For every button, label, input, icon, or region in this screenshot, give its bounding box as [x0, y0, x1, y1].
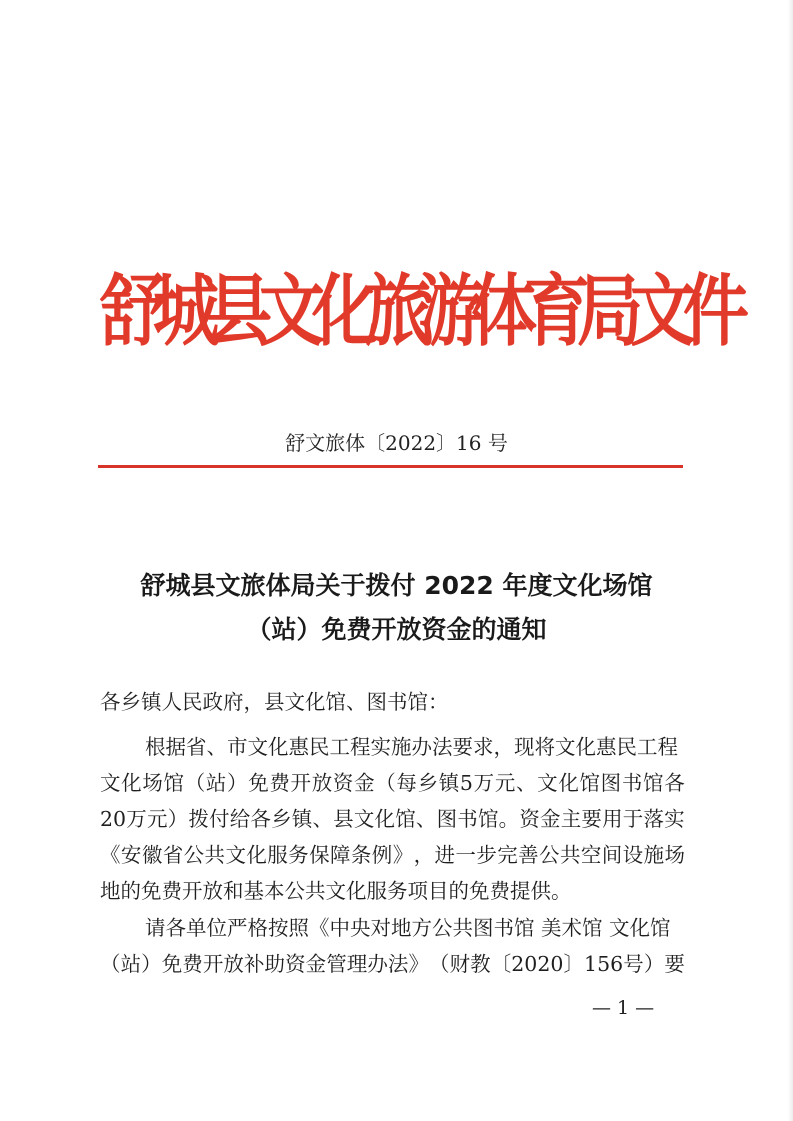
masthead-character: 旅: [365, 265, 431, 357]
paragraph-1-line-1: 根据省、市文化惠民工程实施办法要求，现将文化惠民工程: [145, 735, 678, 759]
masthead-character: 文: [259, 265, 325, 357]
notice-title-line-1: 舒城县文旅体局关于拨付 2022 年度文化场馆: [140, 571, 653, 600]
masthead-character: 城: [153, 265, 219, 357]
masthead-character: 化: [312, 265, 378, 357]
masthead-character: 县: [206, 265, 272, 357]
paragraph-2-line-2: （ 站 ） 免 费 开 放 补 助 资 金 管 理 办 法 》 （ 财 教 〔 2020 〕 156 号 ） 要: [100, 952, 685, 976]
masthead-character: 局: [577, 265, 643, 357]
masthead-character: 育: [524, 265, 590, 357]
paragraph-2-line-1: 请各单位严格按照《中央对地方公共图书馆 美术馆 文化馆: [145, 916, 671, 940]
paragraph-1-line-5: 地的免费开放和基本公共文化服务项目的免费提供。: [100, 879, 572, 903]
masthead-character: 件: [683, 265, 749, 357]
masthead-character: 游: [418, 265, 484, 357]
masthead-character: 文: [630, 265, 696, 357]
red-divider-line: [98, 465, 683, 468]
masthead-character: 体: [471, 265, 537, 357]
paragraph-1-line-2: 文 化 场 馆 （ 站 ） 免 费 开 放 资 金 （ 每 乡 镇 5 万 元 、 文 化 馆 图 书 馆 各: [100, 771, 685, 795]
page-edge-shadow: [788, 0, 793, 1121]
paragraph-1-line-4: 《 安 徽 省 公 共 文 化 服 务 保 障 条 例 》 ， 进 一 步 完 善 公 共 空 间 设 施 场: [100, 843, 685, 867]
document-number: 舒文旅体〔2022〕16 号: [285, 431, 508, 455]
paragraph-1-line-3: 20 万 元 ） 拨 付 给 各 乡 镇 、 县 文 化 馆 、 图 书 馆 。 资 金 主 要 用 于 落 实: [100, 807, 685, 831]
notice-title-line-2: （站）免费开放资金的通知: [246, 615, 547, 644]
document-masthead: [100, 253, 749, 371]
salutation: 各乡镇人民政府，县文化馆、图书馆：: [100, 690, 449, 714]
page-number: — 1 —: [592, 997, 655, 1019]
masthead-character: 舒: [100, 265, 166, 357]
